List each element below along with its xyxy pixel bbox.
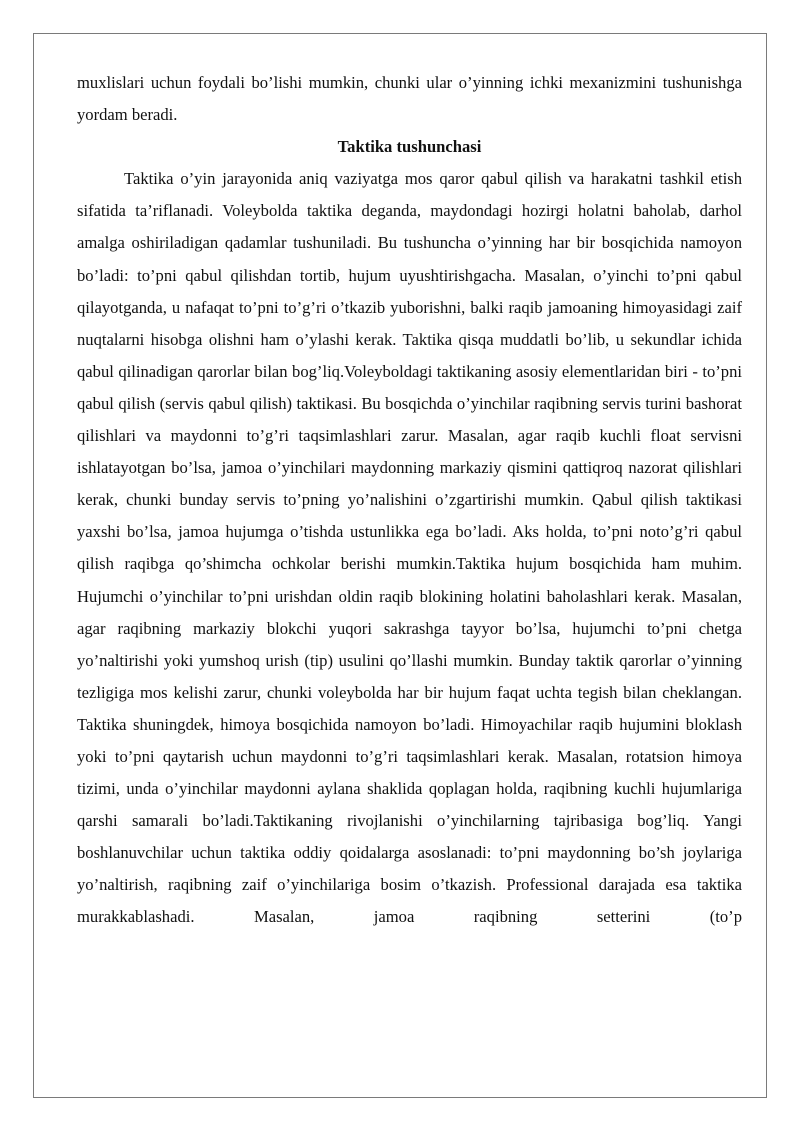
section-heading: Taktika tushunchasi [337,137,482,157]
document-body [77,67,742,934]
intro-paragraph: muxlislari uchun foydali bo’lishi mumkin, chunki ular o’yinning ichki mexanizmini tushunishga yordam beradi. [77,73,742,125]
body-paragraph: Taktika o’yin jarayonida aniq vaziyatga mos qaror qabul qilish va harakatni tashkil etish sifatida ta’riflanadi. Voleybolda taktika deganda, maydondagi hozirgi holatni baholab, darhol amalga oshiriladigan qadamlar tushuniladi. Bu tushuncha o’yinning har bir bosqichida namoyon bo’ladi: to’pni qabul qilishdan tortib, hujum uyushtirishgacha. Masalan, o’yinchi to’pni qabul qilayotganda, u nafaqat to’pni to’g’ri o’tkazib yuborishni, balki raqib jamoaning himoyasidagi zaif nuqtalarni hisobga olishni ham o’ylashi kerak. Taktika qisqa muddatli bo’lib, u sekundlar ichida qabul qilinadigan qarorlar bilan bog’liq.Voleyboldagi taktikaning asosiy elementlaridan biri - to’pni qabul qilish (servis qabul qilish) taktikasi. Bu bosqichda o’yinchilar raqibning servis turini bashorat qilishlari va maydonni to’g’ri taqsimlashlari zarur. Masalan, agar raqib kuchli float servisni ishlatayotgan bo’lsa, jamoa o’yinchilari maydonning markaziy qismini qattiqroq nazorat qilishlari kerak, chunki bunday servis to’pning yo’nalishini o’zgartirishi mumkin. Qabul qilish taktikasi yaxshi bo’lsa, jamoa hujumga o’tishda ustunlikka ega bo’ladi. Aks holda, to’pni noto’g’ri qabul qilish raqibga qo’shimcha ochkolar berishi mumkin.Taktika hujum bosqichida ham muhim. Hujumchi o’yinchilar to’pni urishdan oldin raqib blokining holatini baholashlari kerak. Masalan, agar raqibning markaziy blokchi yuqori sakrashga tayyor bo’lsa, hujumchi to’pni chetga yo’naltirishi yoki yumshoq urish (tip) usulini qo’llashi mumkin. Bunday taktik qarorlar o’yinning tezligiga mos kelishi zarur, chunki voleybolda har bir hujum faqat uchta tegish bilan cheklangan. Taktika shuningdek, himoya bosqichida namoyon bo’ladi. Himoyachilar raqib hujumini bloklash yoki to’pni qaytarish uchun maydonni to’g’ri taqsimlashlari kerak. Masalan, rotatsion himoya tizimi, unda o’yinchilar maydonni aylana shaklida qoplagan holda, raqibning kuchli hujumlariga qarshi samarali bo’ladi.Taktikaning rivojlanishi o’yinchilarning tajribasiga bog’liq. Yangi boshlanuvchilar uchun taktika oddiy qoidalarga asoslanadi: to’pni maydonning bo’sh joylariga yo’naltirish, raqibning zaif o’yinchilariga bosim o’tkazish. Professional darajada esa taktika murakkablashadi. Masalan, jamoa raqibning setterini (to’p [77,169,742,927]
